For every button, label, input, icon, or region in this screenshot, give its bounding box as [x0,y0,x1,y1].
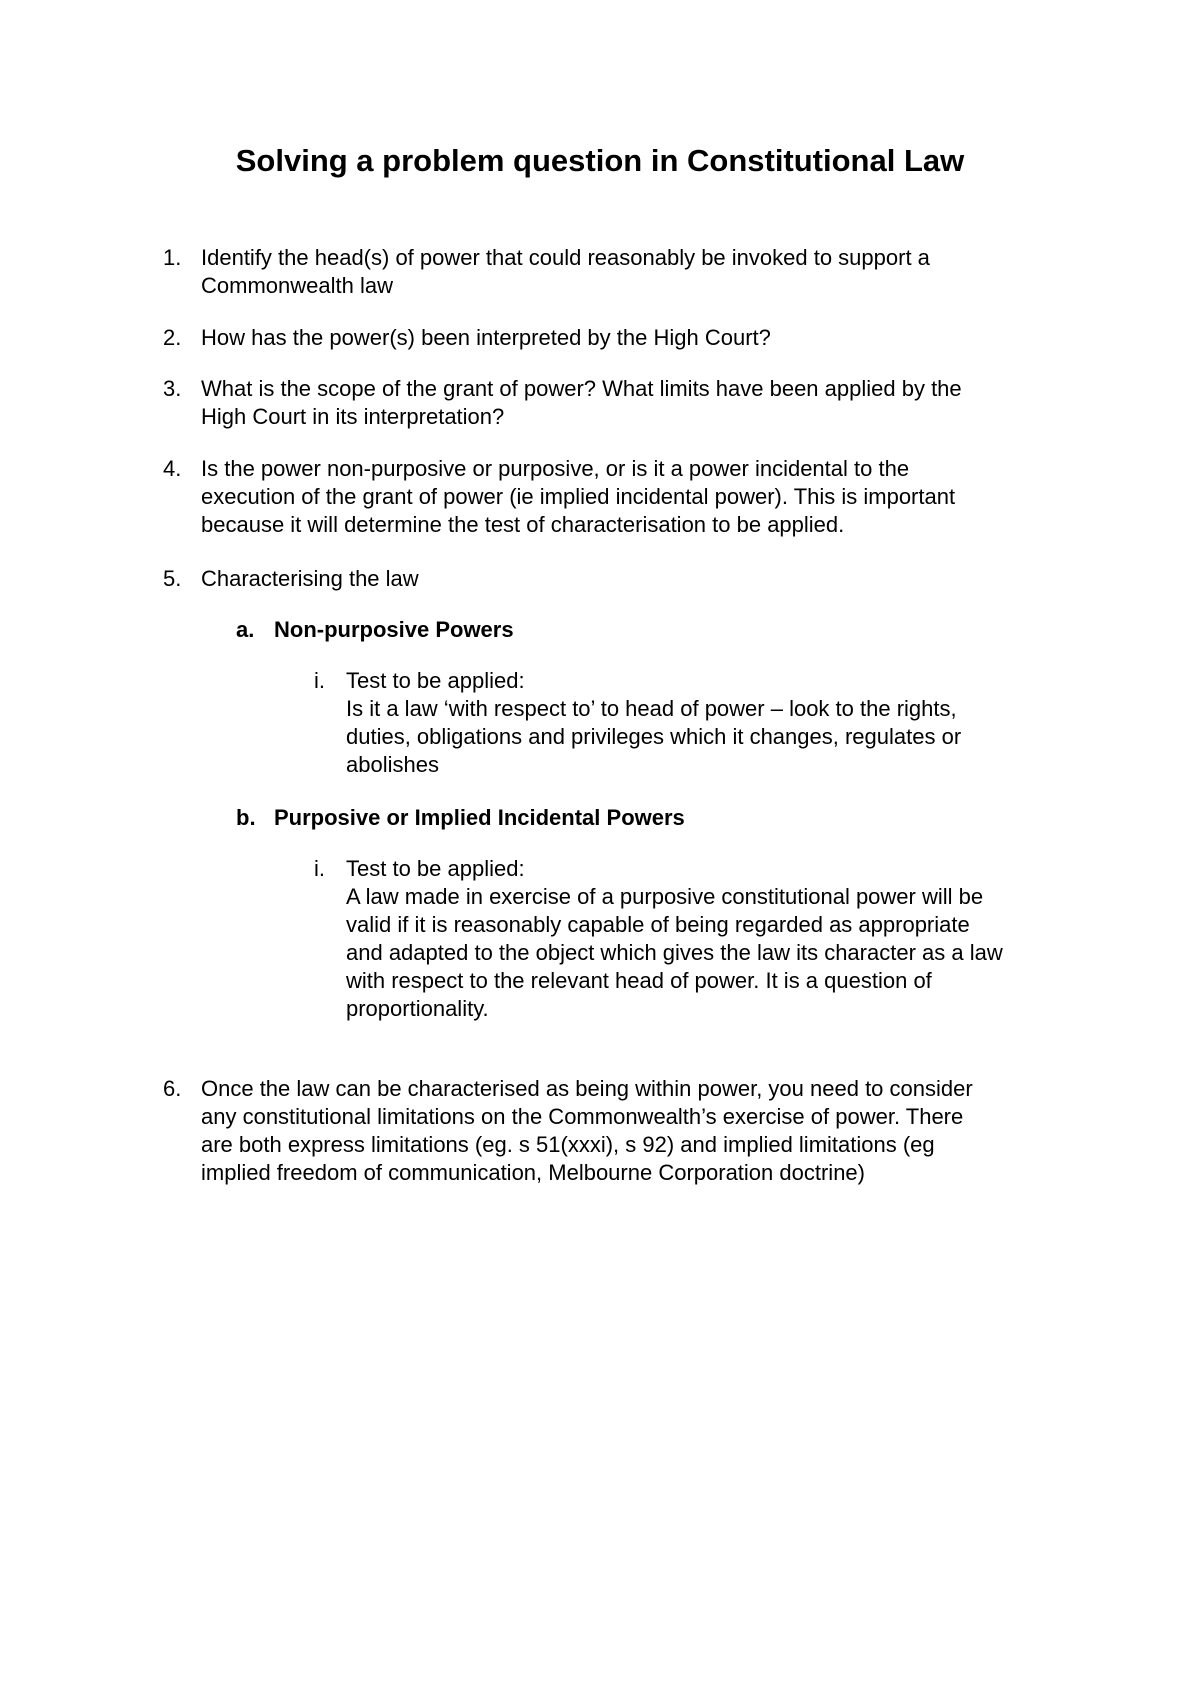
item-text: Once the law can be characterised as being within power, you need to consider any constitutional limitations on the Commonwealth’s exercise of power. There are both express limitations (eg. s 51(xxxi), s 92) and implied limitations (eg implied freedom of communication, Melbourne Corporation doctrine) [201,1076,973,1185]
item-text: Is the power non-purposive or purposive, or is it a power incidental to the execution of the grant of power (ie implied incidental power). This is important because it will determine the test of characterisation to be applied. [201,456,956,537]
item-text: Identify the head(s) of power that could reasonably be invoked to support a Commonwealth law [201,245,930,298]
subsection-letter: b. [236,805,256,830]
subsection-letter: a. [236,617,255,642]
item-number: 6. [163,1076,182,1101]
point-text: Test to be applied: Is it a law ‘with respect to’ to head of power – look to the rights, duties, obligations and privileges which it changes, regulates or abolishes [346,668,962,777]
item-text: Characterising the law [201,566,419,591]
item-number: 1. [163,245,182,270]
page-title: Solving a problem question in Constitutional Law [235,143,965,178]
item-number: 3. [163,376,182,401]
point-number: i. [314,668,325,693]
item-number: 4. [163,456,182,481]
item-text: What is the scope of the grant of power? What limits have been applied by the High Court in its interpretation? [201,376,962,429]
point-text: Test to be applied: A law made in exercise of a purposive constitutional power will be valid if it is reasonably capable of being regarded as appropriate and adapted to the object which gives the law its character as a law with respect to the relevant head of power. It is a question of proportionality. [346,856,1003,1021]
subsection-title: Purposive or Implied Incidental Powers [274,805,685,830]
subsection-title: Non-purposive Powers [274,617,514,642]
point-number: i. [314,856,325,881]
item-number: 2. [163,325,182,350]
item-number: 5. [163,566,182,591]
item-text: How has the power(s) been interpreted by the High Court? [201,325,771,350]
